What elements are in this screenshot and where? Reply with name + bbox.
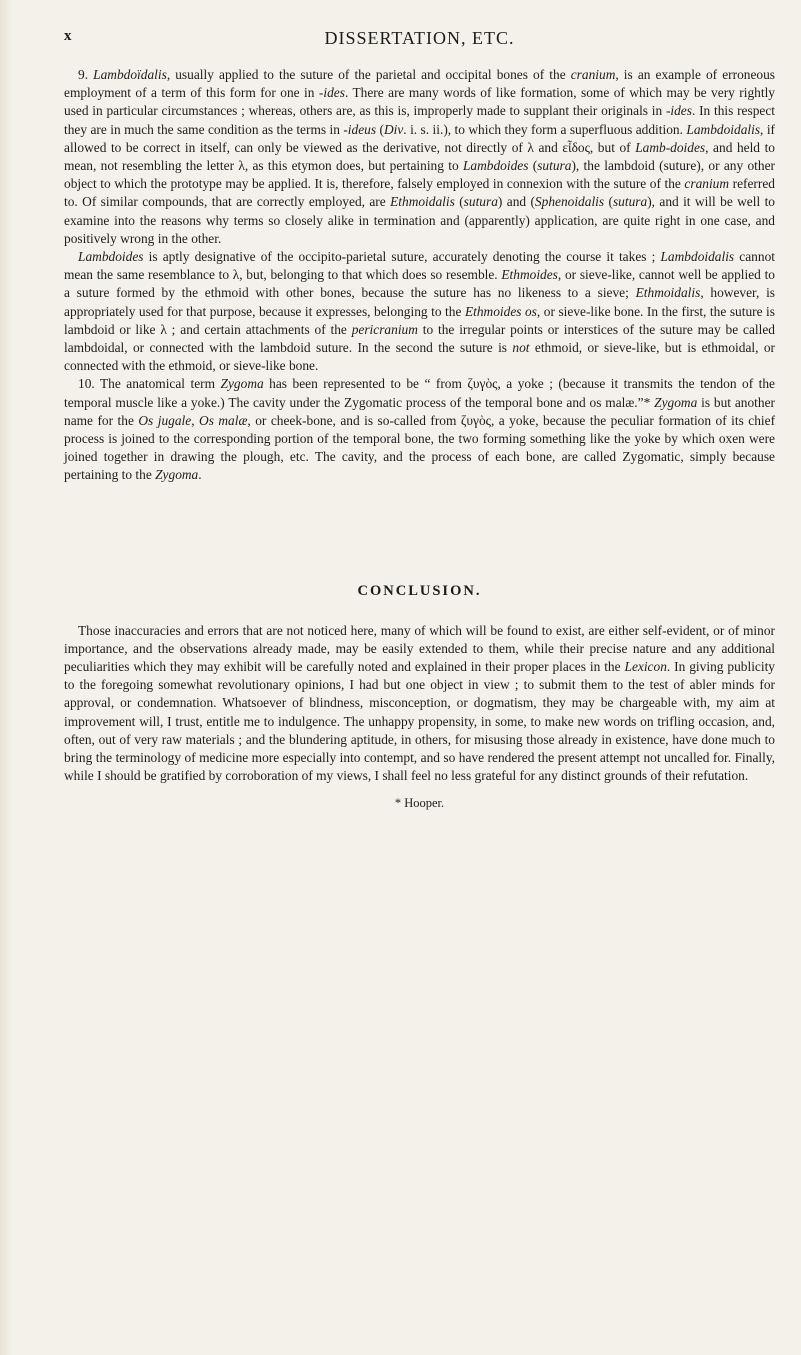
term: Lambdoidalis [686,121,761,137]
term: Os malæ [199,412,248,428]
text: has been represented to be “ from ζυγὸς, a yoke ; (because it transmits the tendon of the temporal muscle like a yoke.) The cavity under the Zygomatic process of the temporal bone and os malæ.”* [64,376,775,410]
page-number: x [64,28,72,44]
text: . There are many words of like formation, some of which may be very rightly used in particular circumstances ; whereas, others are, as this is, improperly made to supplant their originals in [64,85,776,119]
text: , or cheek-bone, and is so-called from ζυγὸς, a yoke, because the peculiar formation of its chief process is joined to the corresponding portion of the temporal bone, the two forming something like the yoke by which oxen were joined together in drawing the plough, etc. The cavity, and the process of each bone, are called Zygomatic, simply because pertaining to the [64,412,776,483]
text: ( [528,158,538,174]
text: . [198,467,202,483]
term: sutura [463,194,498,210]
text: The anatomical term [94,376,221,392]
term: Div [383,121,404,137]
text: to the irregular points or interstices of the suture may be called lambdoidal, or connected with the lambdoid suture. In the second the suture is [64,321,775,356]
text: . In this respect they are in much the same condition as the terms in [64,103,775,137]
term: pericranium [351,321,418,337]
text: ) and ( [497,194,535,210]
term: sutura [537,158,572,174]
conclusion-paragraph [64,622,775,786]
term: Os jugale [138,412,192,428]
term: Ethmoides os [464,303,537,319]
term: Lambdoidalis [660,249,735,265]
term: Sphenoidalis [534,194,605,210]
text: , however, is appropriately used for that purpose, because it expresses, belonging to the [64,285,775,319]
paragraph-9-continued [64,248,775,375]
term: -ides [665,103,692,119]
term: Zygoma [220,376,264,392]
term: Lamb-doides [635,139,706,155]
text: is aptly designative of the occipito-parietal suture, accurately denoting the course it takes ; [143,249,661,265]
term: cranium [684,176,730,192]
running-title: DISSERTATION, ETC. [324,28,515,48]
para-number: 10. [78,376,95,392]
term: Zygoma [654,394,698,410]
text: . i. s. ii.), to which they form a superfluous addition. [403,121,687,137]
text: ( [604,194,613,210]
text: is but another name for the [64,394,775,428]
term: -ideus [343,121,377,137]
text: referred to. Of similar compounds, that are correctly employed, are [64,176,775,210]
term: Ethmoidalis [635,285,701,301]
text: , [191,412,200,428]
term: cranium [570,67,616,82]
term: sutura [612,194,648,210]
term: not [512,340,530,356]
term: Zygoma [155,467,199,483]
term: Lexicon [624,659,667,675]
footnote: * Hooper. [394,795,445,810]
term: Lambdoides [462,158,529,174]
para-number: 9. [78,67,89,82]
text: , usually applied to the suture of the parietal and occipital bones of the [166,67,571,82]
text: ethmoid, or sieve-like, but is ethmoidal, or connected with the ethmoid, or sieve-like bone. [64,340,775,374]
text: ( [376,121,384,137]
text: , if allowed to be correct in itself, can only be viewed as the derivative, not directly of λ and εἶδος, but of [64,121,775,155]
running-head [64,28,775,50]
text: ), and it will be well to examine into the reasons why terms so closely alike in termination and (apparently) application, are quite right in one case, and positively wrong in the other. [64,194,775,246]
term: Lambdoides [78,249,144,265]
paragraph-9 [64,66,775,248]
text: ), the lambdoid (suture), or any other object to which the prototype may be applied. It is, therefore, falsely employed in connexion with the suture of the [64,158,776,192]
paragraph-10 [64,375,775,484]
term: -ides [318,85,345,101]
term: Ethmoides [501,267,558,283]
text: , or sieve-like, cannot well be applied to a suture formed by the ethmoid with other bones, because the suture has no likeness to a sieve; [64,267,775,301]
text: , or sieve-like bone. In the first, the suture is lambdoid or like λ ; and certain attachments of the [64,303,775,337]
term: Ethmoidalis [390,194,455,210]
text: cannot mean the same resemblance to λ, but, belonging to that which does so resemble. [64,249,775,283]
text: , and held to mean, not resembling the letter λ, as this etymon does, but pertaining to [64,139,775,174]
text: , is an example of erroneous employment of a term of this form for one in [64,67,776,101]
term-lambdoidalis: Lambdoïdalis [93,67,167,82]
section-heading-conclusion: CONCLUSION. [357,582,482,599]
text: ( [454,194,464,210]
text: . In giving publicity to the foregoing somewhat revolutionary opinions, I had but one object in view ; to submit them to the test of abler minds for approval, or condemnation. Whatsoever of blindness, misconception, or dogmatism, they may be chargeable with, my aim at improvement will, I trust, entitle me to indulgence. The unhappy propensity, in some, to make new words on trifling occasion, and, often, out of very raw materials ; and the blundering aptitude, in others, for misusing those already in existence, have done much to bring the terminology of medicine more especially into contempt, and so have rendered the present attempt not uncalled for. Finally, while I should be gratified by corroboration of my views, I shall feel no less grateful for any distinct grounds of their refutation. [64,659,775,784]
text: Those inaccuracies and errors that are not noticed here, many of which will be found to exist, are either self-evident, or of minor importance, and the observations already made, may be easily extended to them, while their precise nature and any additional peculiarities which they may exhibit will be carefully noted and explained in their proper places in the [64,622,775,675]
